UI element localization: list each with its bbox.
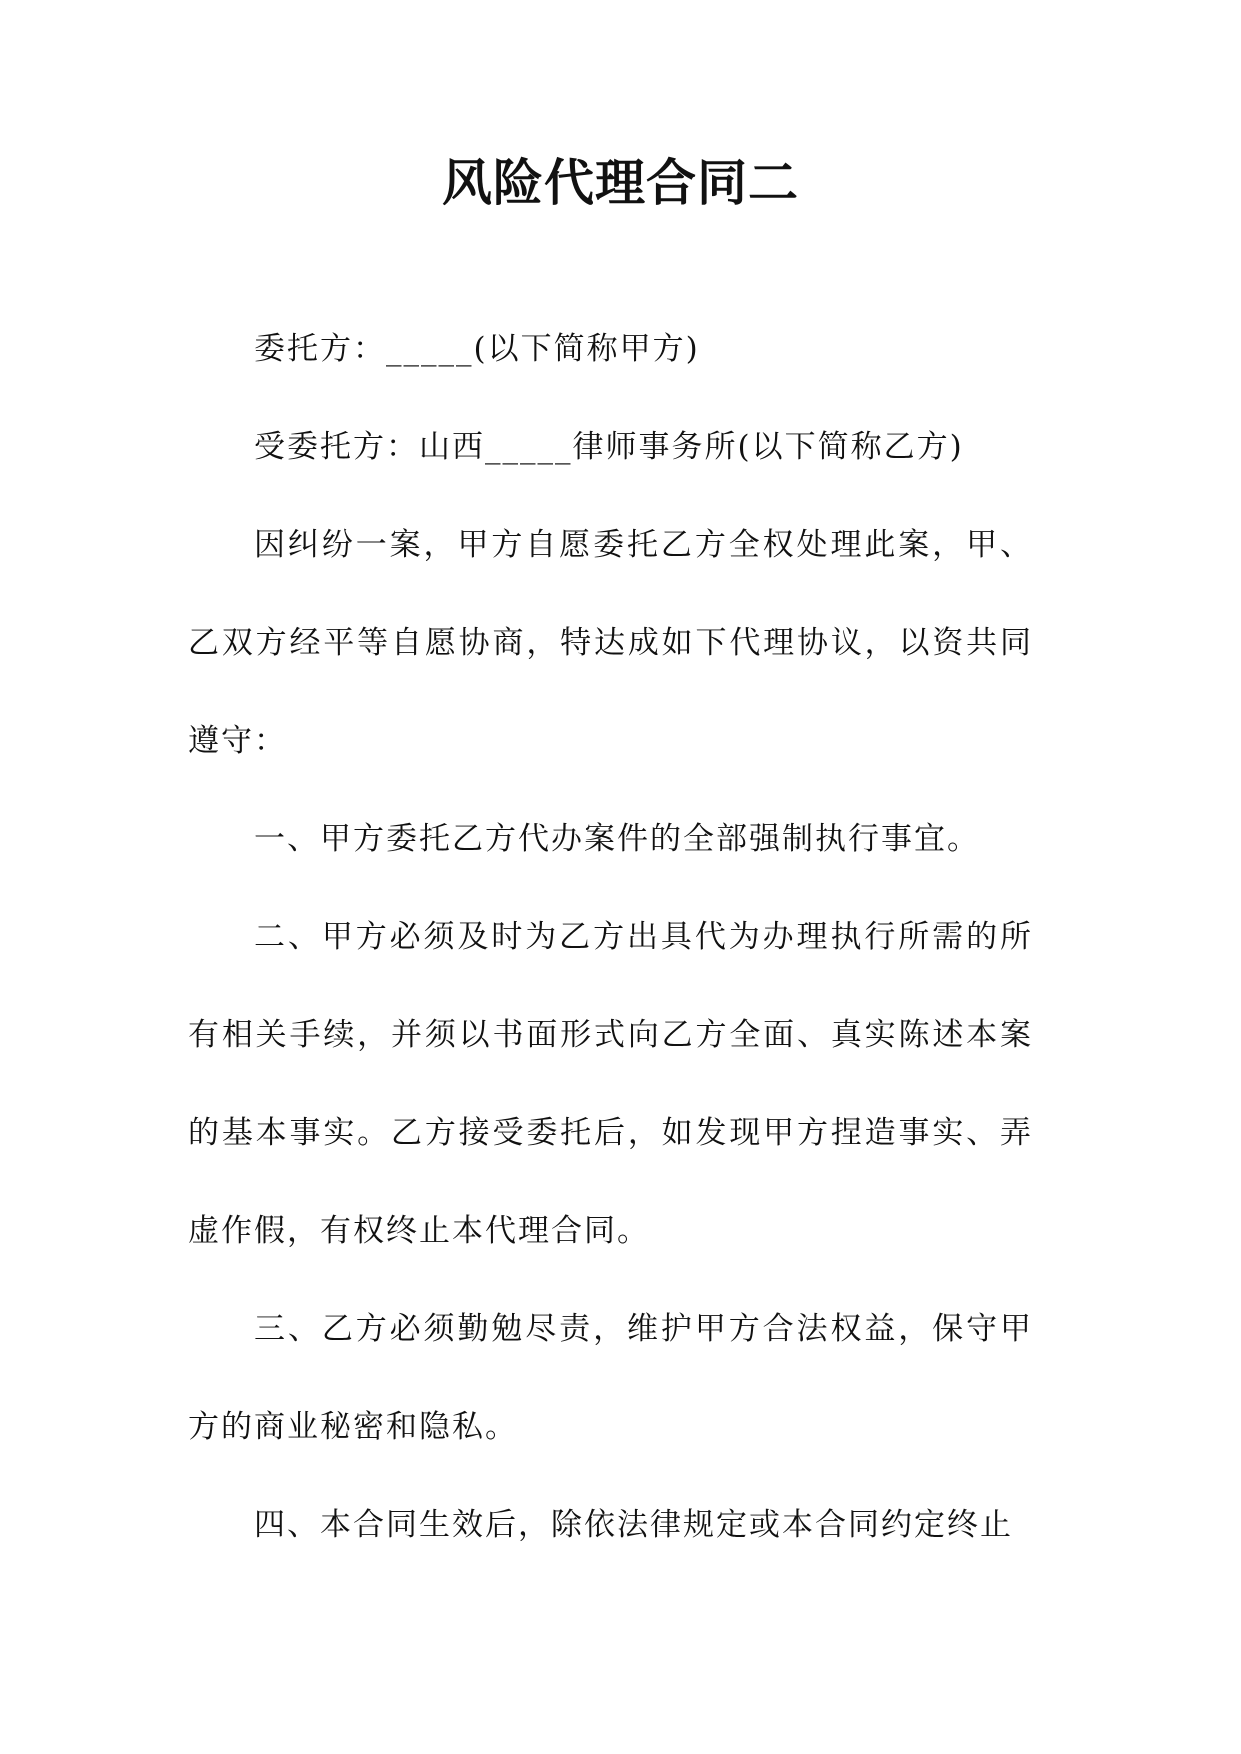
paragraph-agent: 受委托方：山西_____律师事务所(以下简称乙方) (254, 429, 964, 465)
paragraph-preamble: 因纠纷一案，甲方自愿委托乙方全权处理此案，甲、乙双方经平等自愿协商，特达成如下代理协议，以资共同遵守： (188, 527, 1033, 759)
clause-3: 三、乙方必须勤勉尽责，维护甲方合法权益，保守甲方的商业秘密和隐私。 (188, 1311, 1033, 1445)
paragraph-client: 委托方：_____(以下简称甲方) (254, 331, 700, 367)
clause-1: 一、甲方委托乙方代办案件的全部强制执行事宜。 (254, 821, 980, 857)
document-title: 风险代理合同二 (442, 154, 799, 212)
clause-4: 四、本合同生效后，除依法律规定或本合同约定终止 (254, 1507, 1013, 1543)
clause-2: 二、甲方必须及时为乙方出具代为办理执行所需的所有相关手续，并须以书面形式向乙方全面、真实陈述本案的基本事实。乙方接受委托后，如发现甲方捏造事实、弄虚作假，有权终止本代理合同。 (188, 919, 1033, 1249)
document-body (188, 300, 1033, 1574)
